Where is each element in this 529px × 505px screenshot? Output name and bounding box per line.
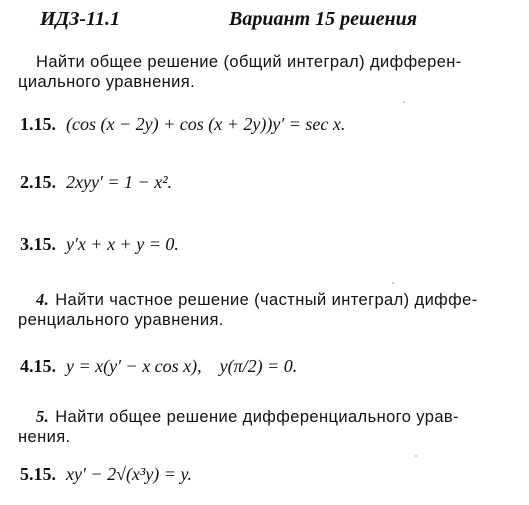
problem-equation: (cos (x − 2y) + cos (x + 2y))y′ = sec x.	[66, 114, 346, 134]
task-4-line-2: ренциального уравнения.	[18, 311, 224, 329]
problem-number: 2.15.	[20, 172, 56, 192]
scan-speck	[403, 101, 405, 103]
task-5-number: 5.	[36, 407, 50, 426]
problem-1	[20, 114, 345, 135]
task-1-line-1: Найти общее решение (общий интеграл) дифферен-	[36, 53, 462, 71]
task-5-line-1: Найти общее решение дифференциального урав-	[55, 408, 459, 426]
task-4-line-1: Найти частное решение (частный интеграл) диффе-	[55, 291, 478, 309]
task-4-statement	[18, 290, 516, 330]
task-1-statement	[18, 52, 516, 92]
problem-equation: y′x + x + y = 0.	[66, 234, 179, 254]
scan-speck	[392, 282, 394, 284]
problem-2	[20, 172, 172, 193]
problem-number: 5.15.	[20, 464, 56, 484]
problem-number: 4.15.	[20, 356, 56, 376]
task-4-number: 4.	[36, 290, 50, 309]
problem-equation: 2xyy′ = 1 − x².	[66, 172, 173, 192]
problem-number: 1.15.	[20, 114, 56, 134]
page-header	[40, 8, 418, 31]
problem-equation: xy′ − 2√(x³y) = y.	[66, 464, 192, 484]
task-5-line-2: нения.	[18, 428, 71, 446]
problem-equation: y = x(y′ − x cos x), y(π/2) = 0.	[66, 356, 298, 376]
problem-number: 3.15.	[20, 234, 56, 254]
problem-3	[20, 234, 179, 255]
task-1-line-2: циального уравнения.	[18, 73, 196, 91]
problem-5	[20, 464, 192, 485]
scan-speck	[415, 455, 417, 457]
variant-label: Вариант 15 решения	[229, 8, 418, 30]
problem-4	[20, 356, 297, 377]
page-title: ИДЗ-11.1	[40, 8, 120, 30]
task-5-statement	[18, 407, 516, 447]
